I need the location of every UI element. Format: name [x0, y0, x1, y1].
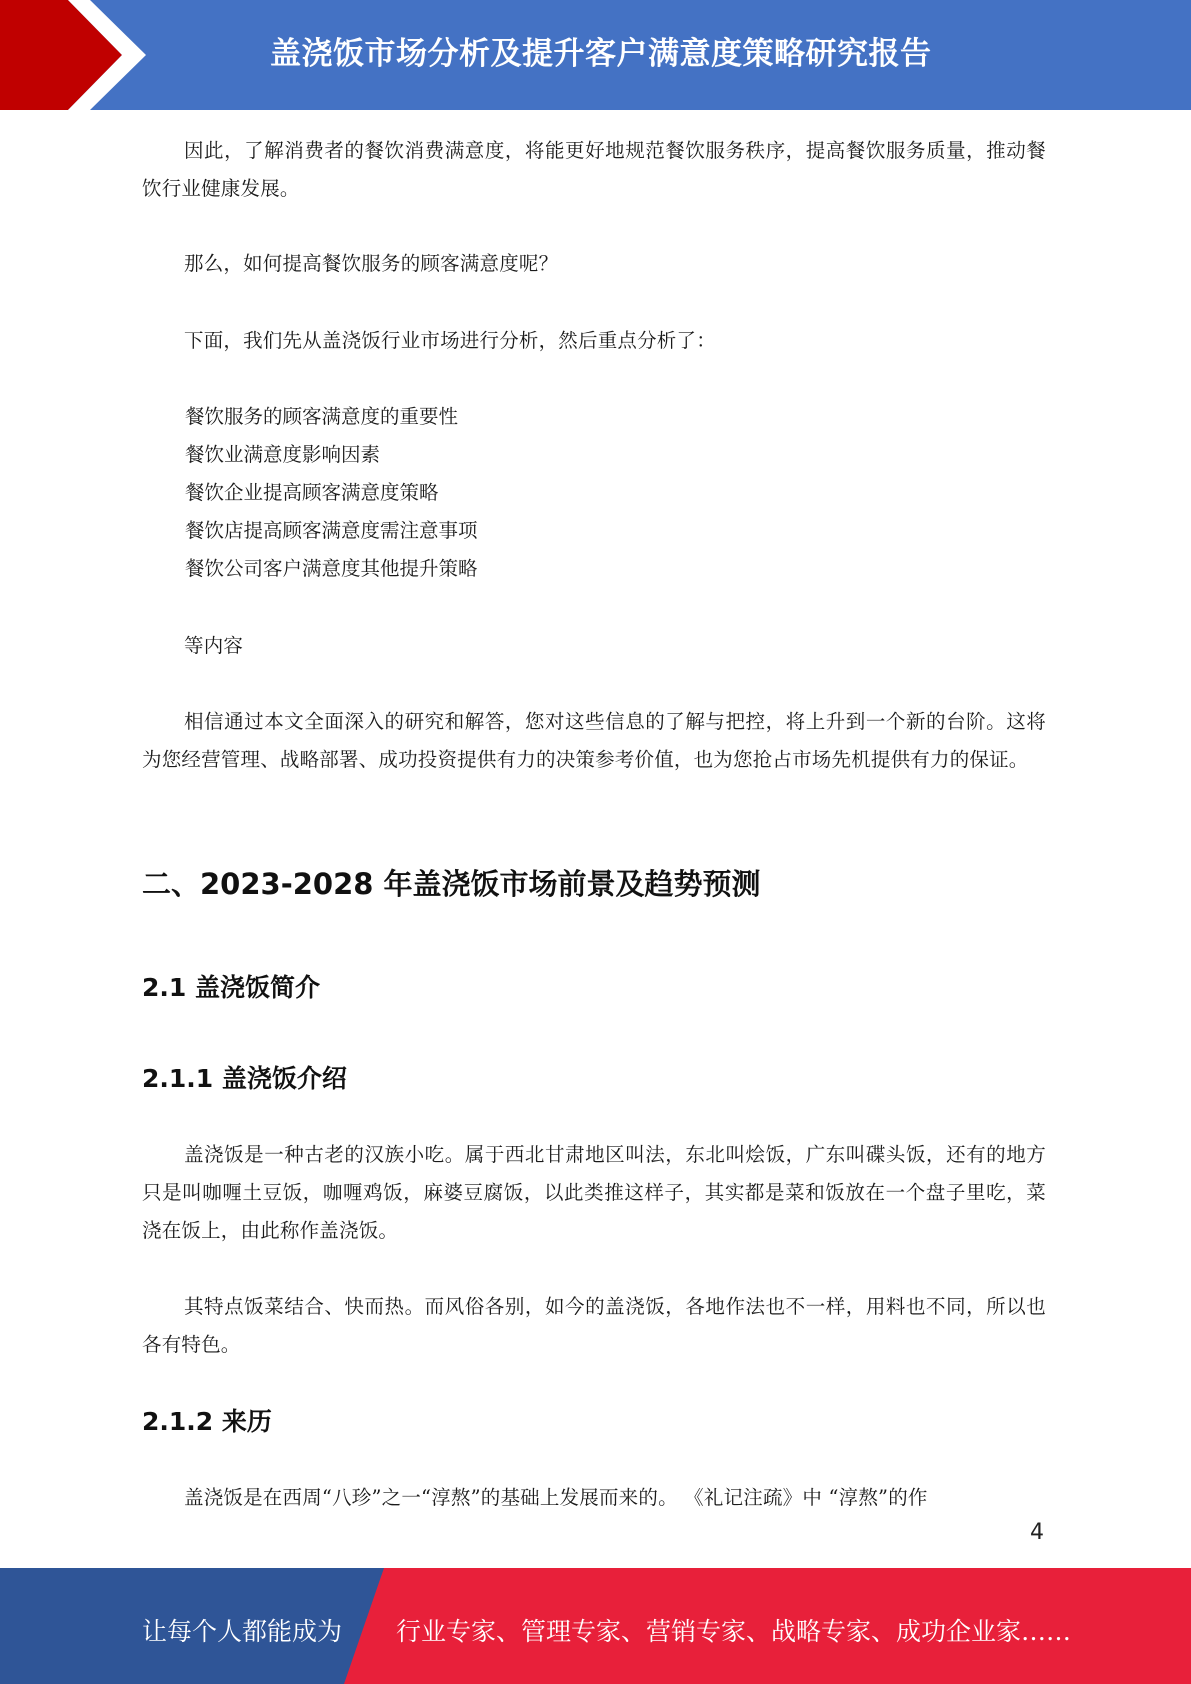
paragraph: 盖浇饭是一种古老的汉族小吃。属于西北甘肃地区叫法，东北叫烩饭，广东叫碟头饭，还有的地方只是叫咖喱土豆饭，咖喱鸡饭，麻婆豆腐饭，以此类推这样子，其实都是菜和饭放在一个盘子里吃，菜浇在饭上，由此称作盖浇饭。 [142, 1143, 1046, 1242]
list-item: 餐饮服务的顾客满意度的重要性 [185, 405, 459, 428]
report-title: 盖浇饭市场分析及提升客户满意度策略研究报告 [270, 36, 932, 72]
paragraph: 等内容 [184, 634, 244, 657]
paragraph: 相信通过本文全面深入的研究和解答，您对这些信息的了解与把控，将上升到一个新的台阶。这将为您经营管理、战略部署、成功投资提供有力的决策参考价值，也为您抢占市场先机提供有力的保证。 [142, 710, 1046, 771]
subsection-heading: 2.1 盖浇饭简介 [142, 973, 320, 1002]
footer-slogan-left: 让每个人都能成为 [142, 1617, 343, 1646]
header-arrow-decoration [0, 0, 160, 110]
paragraph: 那么，如何提高餐饮服务的顾客满意度呢？ [184, 252, 559, 275]
list-item: 餐饮企业提高顾客满意度策略 [185, 481, 439, 504]
subsubsection-heading: 2.1.1 盖浇饭介绍 [142, 1064, 347, 1093]
page-number: 4 [1030, 1520, 1044, 1545]
subsubsection-heading: 2.1.2 来历 [142, 1407, 272, 1436]
section-heading: 二、2023-2028 年盖浇饭市场前景及趋势预测 [142, 867, 761, 901]
list-item: 餐饮公司客户满意度其他提升策略 [185, 557, 478, 580]
footer-banner [0, 1568, 1191, 1684]
header-banner [0, 0, 1191, 110]
paragraph: 盖浇饭是在西周“八珍”之一“淳熬”的基础上发展而来的。 《礼记注疏》中 “淳熬”的作 [184, 1486, 928, 1509]
footer-slogan-right: 行业专家、管理专家、营销专家、战略专家、成功企业家…… [396, 1617, 1072, 1646]
paragraph: 其特点饭菜结合、快而热。而风俗各别，如今的盖浇饭，各地作法也不一样，用料也不同，所以也各有特色。 [142, 1295, 1046, 1356]
list-item: 餐饮店提高顾客满意度需注意事项 [185, 519, 478, 542]
list-item: 餐饮业满意度影响因素 [185, 443, 381, 466]
paragraph: 下面，我们先从盖浇饭行业市场进行分析，然后重点分析了： [184, 329, 716, 352]
paragraph: 因此，了解消费者的餐饮消费满意度，将能更好地规范餐饮服务秩序，提高餐饮服务质量，推动餐饮行业健康发展。 [142, 139, 1046, 200]
